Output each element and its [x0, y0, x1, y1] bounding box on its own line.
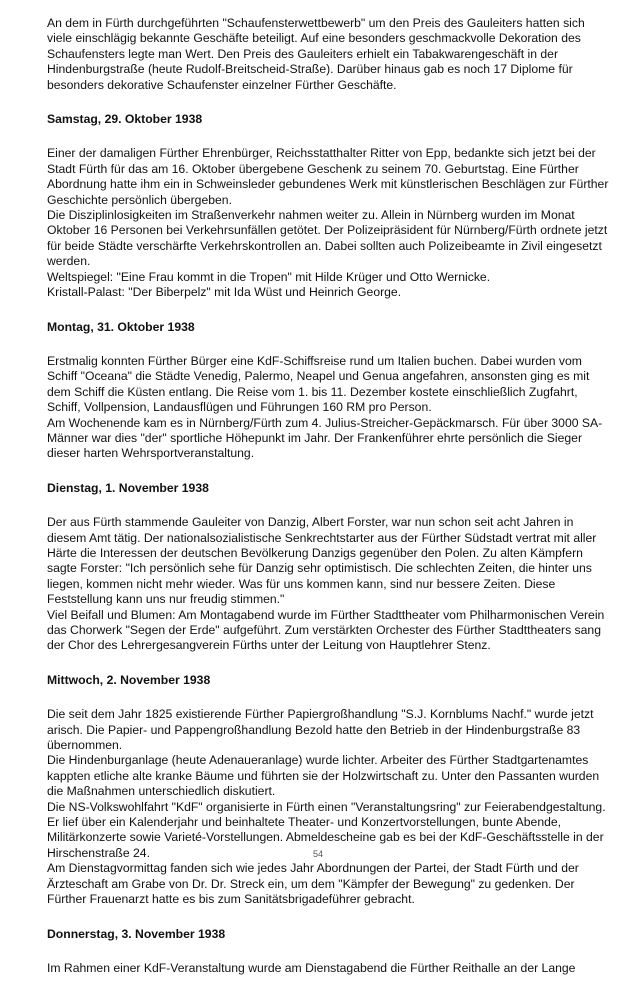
- text-line: Ärzteschaft am Grabe von Dr. Dr. Streck ein, um dem "Kämpfer der Bewegung" zu gedenken. Der: [47, 876, 575, 891]
- text-line: Er lief über ein Kalenderjahr und beinhaltete Theater- und Konzertvorstellungen, bunte Abende,: [47, 815, 562, 830]
- text-line: Abordnung hatte ihm ein in Schweinsleder gebundenes Werk mit künstlerischen Beschlägen zur Fürther: [47, 177, 609, 192]
- text-line: Hindenburgstraße (heute Rudolf-Breitscheid-Straße). Darüber hinaus gab es noch 17 Diplome für: [47, 62, 573, 77]
- text-line: Erstmalig konnten Fürther Bürger eine KdF-Schiffsreise rund um Italien buchen. Dabei wurden vom: [47, 353, 582, 368]
- text-line: sagte Forster: "Ich persönlich sehe für Danzig sehr optimistisch. Die schlechten Zeiten, die hinter uns: [47, 561, 592, 576]
- text-line: besonders dekorative Schaufenster einzelner Fürther Geschäfte.: [47, 77, 397, 92]
- text-line: Viel Beifall und Blumen: Am Montagabend wurde im Fürther Stadttheater vom Philharmonischen Verein: [47, 607, 605, 622]
- text-line: Die Disziplinlosigkeiten im Straßenverkehr nahmen weiter zu. Allein in Nürnberg wurden im Monat: [47, 208, 575, 223]
- text-line: Fürther Frauenarzt hatte es bis zum Sanitätsbrigadeführer gebracht.: [47, 892, 415, 907]
- text-line: Einer der damaligen Fürther Ehrenbürger, Reichsstatthalter Ritter von Epp, bedankte sich jetzt bei der: [47, 146, 596, 161]
- text-line: das Chorwerk "Segen der Erde" aufgeführt. Zum verstärkten Orchester des Fürther Stadttheaters sang: [47, 623, 601, 637]
- text-line: Stadt Fürth für das am 16. Oktober übergebene Geschenk zu seinem 70. Geburtstag. Eine Fürther: [47, 161, 579, 176]
- section-heading: Mittwoch, 2. November 1938: [47, 672, 211, 687]
- text-line: An dem in Fürth durchgeführten "Schaufensterwettbewerb" um den Preis des Gauleiters hatten sich: [47, 16, 585, 30]
- section-heading: Donnerstag, 3. November 1938: [47, 926, 226, 941]
- paragraph: [47, 961, 592, 976]
- text-line: dem Schiff die Küsten entlang. Die Reise vom 1. bis 11. Dezember kostete einschließlich Zugfahrt,: [47, 384, 578, 399]
- page-number: 54: [312, 849, 323, 859]
- paragraph: [47, 146, 609, 300]
- text-line: Am Wochenende kam es in Nürnberg/Fürth zum 4. Julius-Streicher-Gepäckmarsch. Für über 3000 SA-: [47, 415, 603, 430]
- text-line: übernommen.: [47, 738, 123, 753]
- text-line: Der aus Fürth stammende Gauleiter von Danzig, Albert Forster, war nun schon seit acht Jahren in: [47, 515, 574, 530]
- section-heading: Montag, 31. Oktober 1938: [47, 319, 195, 334]
- paragraph: [47, 353, 603, 462]
- paragraph: [47, 707, 606, 907]
- text-line: Im Rahmen einer KdF-Veranstaltung wurde am Dienstagabend die Fürther Reithalle an der Lange: [47, 960, 576, 975]
- paragraph: [47, 515, 605, 654]
- text-line: für beide Städte verschärfte Verkehrskontrollen an. Dabei sollten auch Polizeibeamte in Zivil eingesetzt: [47, 238, 602, 253]
- text-line: Schaufensters legte man Wert. Den Preis des Gauleiters erhielt ein Tabakwarengeschäft in der: [47, 46, 559, 61]
- text-line: dieser harten Wehrsportveranstaltung.: [47, 446, 255, 461]
- text-line: werden.: [47, 254, 91, 269]
- text-line: Feststellung kann uns nur freudig stimmen.": [47, 592, 285, 607]
- text-line: liegen, kommen nicht mehr wieder. Was für uns kommen kann, sind nur bessere Zeiten. Diese: [47, 576, 556, 591]
- text-line: Männer war dies "der" sportliche Höhepunkt im Jahr. Der Frankenführer ehrte persönlich die Sieger: [47, 430, 583, 445]
- text-line: Die NS-Volkswohlfahrt "KdF" organisierte in Fürth einen "Veranstaltungsring" zur Feierabendgestaltung.: [47, 799, 606, 814]
- text-line: Die seit dem Jahr 1825 existierende Fürther Papiergroßhandlung "S.J. Kornblums Nachf." wurde jetzt: [47, 707, 594, 722]
- text-line: Schiff, Vollpension, Landausflügen und Führungen 160 RM pro Person.: [47, 400, 432, 415]
- text-line: der Chor des Lehrergesangverein Fürths unter der Leitung von Hauptlehrer Stenz.: [47, 638, 491, 653]
- text-line: Kristall-Palast: "Der Biberpelz" mit Ida Wüst und Heinrich George.: [47, 285, 402, 300]
- text-line: kappten etliche alte kranke Bäume und führten sie der Holzwirtschaft zu. Unter den Passanten wurden: [47, 768, 600, 783]
- text-line: viele einschlägig bekannte Geschäfte beteiligt. Auf eine besonders geschmackvolle Dekoration des: [47, 31, 581, 46]
- text-line: Schiff "Oceana" die Städte Venedig, Palermo, Neapel und Genua angefahren, ansonsten ging es mit: [47, 369, 590, 384]
- text-line: Oktober 16 Personen bei Verkehrsunfällen getötet. Der Polizeipräsident für Nürnberg/Fürth ordnete jetzt: [47, 223, 608, 238]
- section-heading: Samstag, 29. Oktober 1938: [47, 112, 203, 127]
- text-line: Am Dienstagvormittag fanden sich wie jedes Jahr Abordnungen der Partei, der Stadt Fürth und der: [47, 861, 579, 876]
- text-line: Die Hindenburganlage (heute Adenaueranlage) wurde lichter. Arbeiter des Fürther Stadtgartenamtes: [47, 753, 589, 768]
- text-line: arisch. Die Papier- und Pappengroßhandlung Bezold hatte den Betrieb in der Hindenburgstraße 83: [47, 722, 581, 737]
- text-line: die Maßnahmen unterschiedlich diskutiert.: [47, 784, 276, 799]
- text-line: Geschichte persönlich übergeben.: [47, 192, 232, 207]
- text-line: Hirschenstraße 24.: [47, 845, 150, 860]
- text-line: Weltspiegel: "Eine Frau kommt in die Tropen" mit Hilde Krüger und Otto Wernicke.: [47, 269, 491, 284]
- text-line: Härte die Interessen der deutschen Bevölkerung Danzigs gegenüber den Polen. Zu alten Kämpfern: [47, 545, 583, 560]
- text-line: diesem Amt tätig. Der nationalsozialistische Senkrechtstarter aus der Fürther Südstadt vertrat mit aller: [47, 530, 597, 545]
- paragraph: [47, 16, 592, 93]
- section-heading: Dienstag, 1. November 1938: [47, 480, 209, 495]
- text-line: Militärkonzerte sowie Varieté-Vorstellungen. Abmeldescheine gab es bei der KdF-Geschäftsstelle in der: [47, 830, 604, 845]
